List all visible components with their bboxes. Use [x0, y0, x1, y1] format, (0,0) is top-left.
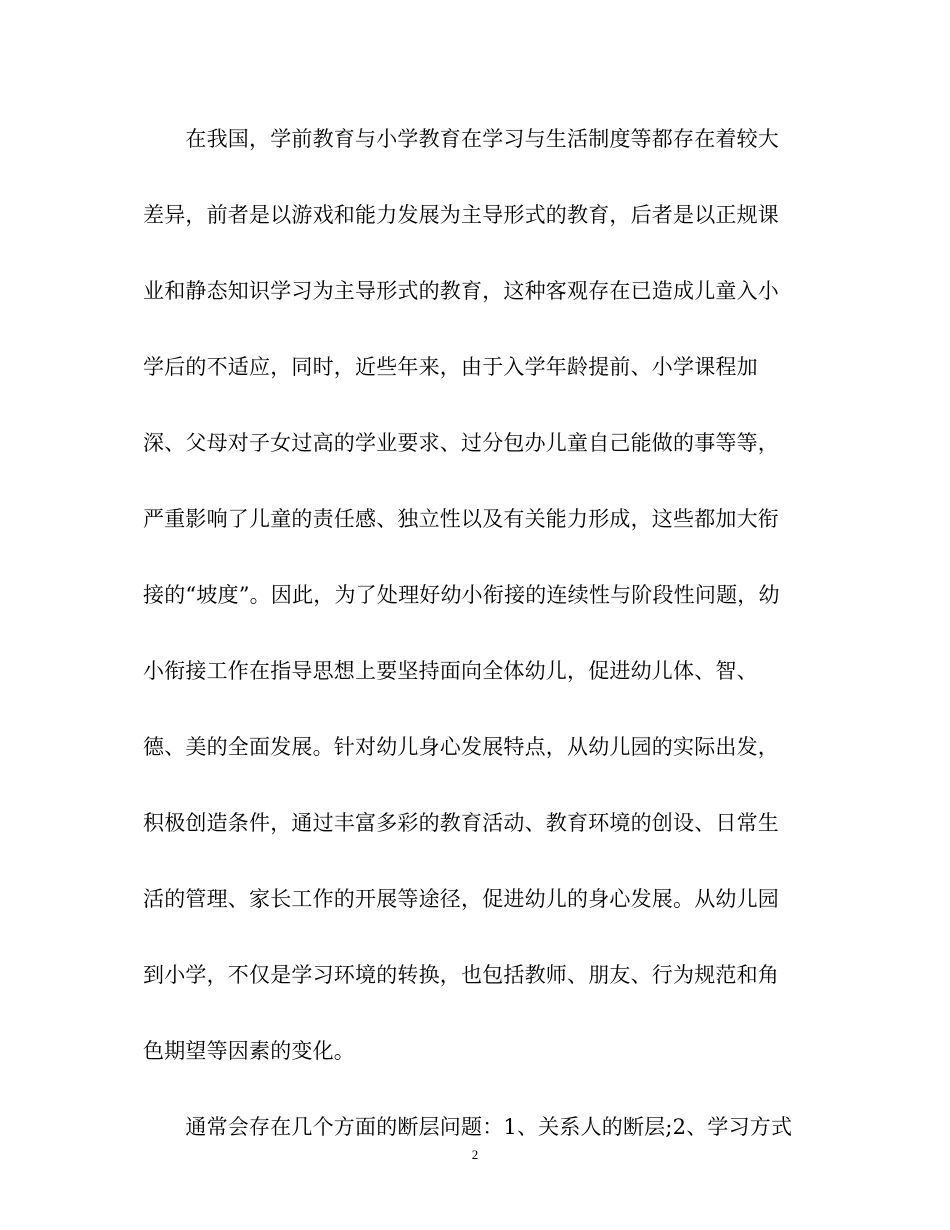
paragraph-1-line-10: 积极创造条件，通过丰富多彩的教育活动、教育环境的创设、日常生 [143, 811, 779, 835]
paragraph-1-line-2: 差异，前者是以游戏和能力发展为主导形式的教育，后者是以正规课 [143, 203, 779, 227]
paragraph-1-line-5: 深、父母对子女过高的学业要求、过分包办儿童自己能做的事等等， [143, 431, 779, 455]
paragraph-1-line-11: 活的管理、家长工作的开展等途径，促进幼儿的身心发展。从幼儿园 [143, 887, 779, 911]
paragraph-1-line-13: 色期望等因素的变化。 [143, 1039, 355, 1063]
paragraph-1-line-12: 到小学，不仅是学习环境的转换，也包括教师、朋友、行为规范和角 [143, 963, 779, 987]
paragraph-1-line-8: 小衔接工作在指导思想上要坚持面向全体幼儿，促进幼儿体、智、 [143, 659, 758, 683]
paragraph-1-line-7: 接的“坡度”。因此，为了处理好幼小衔接的连续性与阶段性问题，幼 [143, 583, 780, 607]
paragraph-1-line-1: 在我国，学前教育与小学教育在学习与生活制度等都存在着较大 [143, 127, 779, 151]
paragraph-1-line-3: 业和静态知识学习为主导形式的教育，这种客观存在已造成儿童入小 [143, 279, 779, 303]
paragraph-1-line-4: 学后的不适应，同时，近些年来，由于入学年龄提前、小学课程加 [143, 355, 758, 379]
page-number: 2 [471, 1147, 479, 1162]
paragraph-1-line-6: 严重影响了儿童的责任感、独立性以及有关能力形成，这些都加大衔 [143, 507, 779, 531]
paragraph-2-line-1: 通常会存在几个方面的断层问题：1、关系人的断层;2、学习方式 [143, 1115, 793, 1139]
paragraph-1-line-9: 德、美的全面发展。针对幼儿身心发展特点，从幼儿园的实际出发， [143, 735, 779, 759]
